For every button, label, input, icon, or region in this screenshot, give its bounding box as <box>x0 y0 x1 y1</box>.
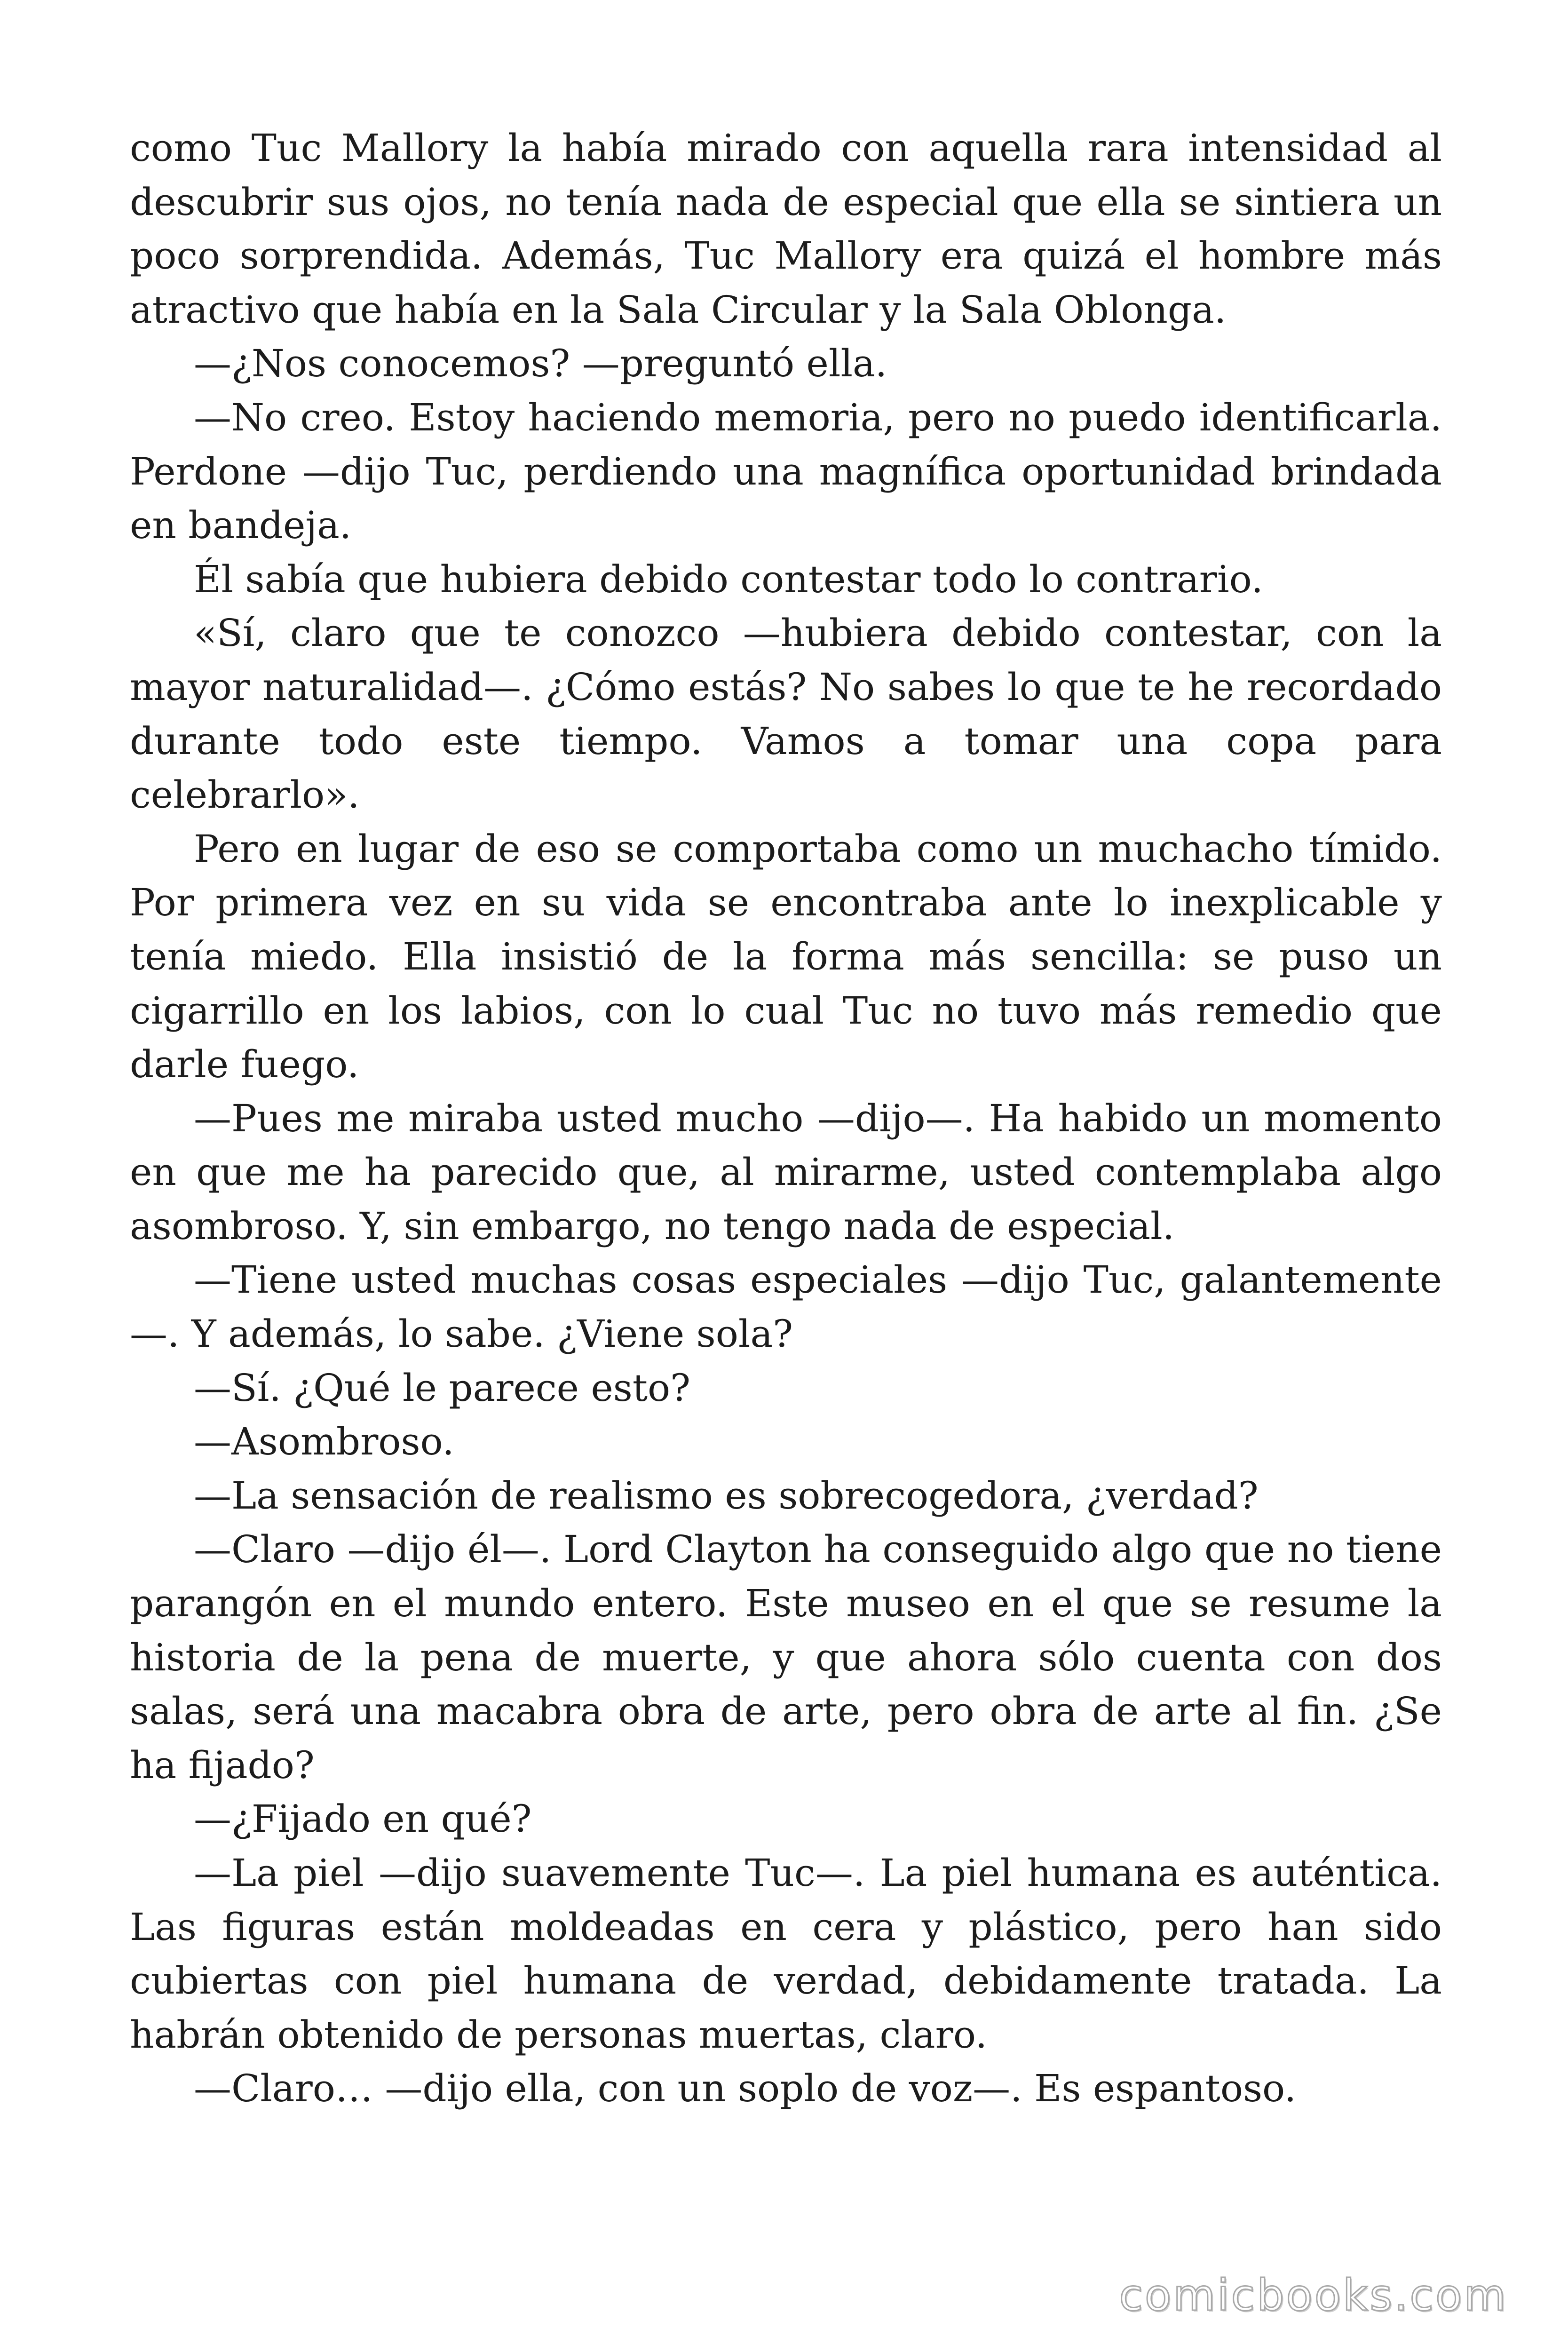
paragraph: —¿Nos conocemos? —preguntó ella. <box>194 342 887 386</box>
paragraph: Él sabía que hubiera debido contestar todo lo contrario. <box>194 557 1263 601</box>
paragraph: —Claro —dijo él—. Lord Clayton ha conseguido algo que no tiene parangón en el mundo entero. Este museo en el que se resume la historia de la pena de muerte, y que ahora sólo cuenta con dos salas, será una macabra obra de arte, pero obra de arte al fin. ¿Se ha fijado? <box>130 1527 1442 1787</box>
paragraph: —Tiene usted muchas cosas especiales —dijo Tuc, galantemente —. Y además, lo sabe. ¿Viene sola? <box>130 1258 1442 1356</box>
paragraph: —No creo. Estoy haciendo memoria, pero no puedo identificarla. Perdone —dijo Tuc, perdiendo una magnífica oportunidad brindada en bandeja. <box>130 395 1442 548</box>
paragraph: Pero en lugar de eso se comportaba como un muchacho tímido. Por primera vez en su vida se encontraba ante lo inexplicable y tenía miedo. Ella insistió de la forma más sencilla: se puso un cigarrillo en los labios, con lo cual Tuc no tuvo más remedio que darle fuego. <box>130 826 1442 1087</box>
paragraph: —Pues me miraba usted mucho —dijo—. Ha habido un momento en que me ha parecido que, al mirarme, usted contemplaba algo asombroso. Y, sin embargo, no tengo nada de especial. <box>130 1096 1442 1248</box>
paragraph: —La sensación de realismo es sobrecogedora, ¿verdad? <box>194 1473 1259 1518</box>
body-text <box>130 121 1442 2116</box>
paragraph: —La piel —dijo suavemente Tuc—. La piel humana es auténtica. Las figuras están moldeadas en cera y plástico, pero han sido cubiertas con piel humana de verdad, debidamente tratada. La habrán obtenido de personas muertas, claro. <box>130 1851 1442 2057</box>
paragraph: —Claro… —dijo ella, con un soplo de voz—. Es espantoso. <box>194 2066 1297 2111</box>
paragraph: como Tuc Mallory la había mirado con aquella rara intensidad al descubrir sus ojos, no tenía nada de especial que ella se sintiera un poco sorprendida. Además, Tuc Mallory era quizá el hombre más atractivo que había en la Sala Circular y la Sala Oblonga. <box>130 126 1442 332</box>
paragraph: «Sí, claro que te conozco —hubiera debido contestar, con la mayor naturalidad—. ¿Cómo estás? No sabes lo que te he recordado durante todo este tiempo. Vamos a tomar una copa para celebrarlo». <box>130 611 1442 817</box>
paragraph: —¿Fijado en qué? <box>194 1797 532 1841</box>
paragraph: —Sí. ¿Qué le parece esto? <box>194 1366 691 1410</box>
watermark: comicbooks.com <box>1119 2270 1508 2320</box>
paragraph: —Asombroso. <box>194 1420 454 1464</box>
